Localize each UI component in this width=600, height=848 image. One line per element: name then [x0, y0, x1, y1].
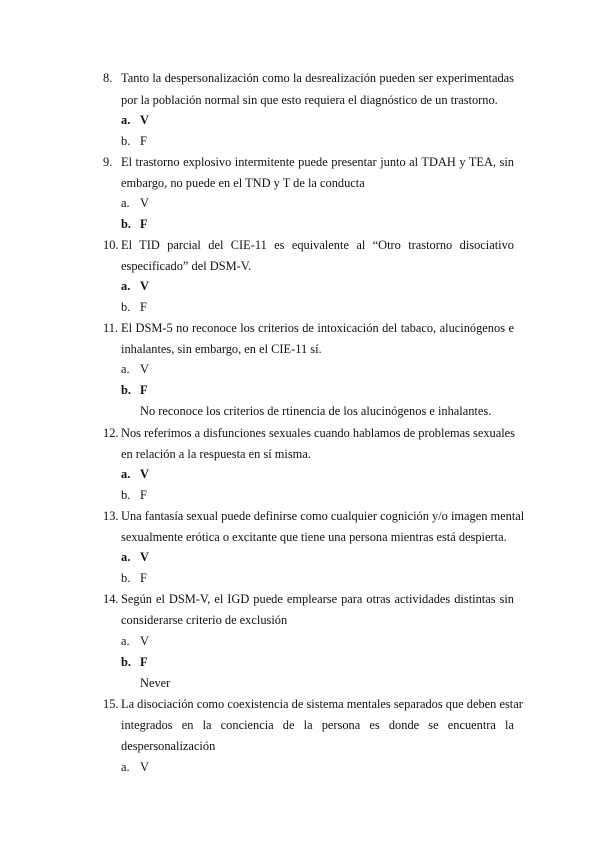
option-value: F	[140, 134, 147, 148]
option-value: F	[140, 655, 148, 669]
option-letter: a.	[121, 279, 131, 293]
option-value: V	[140, 196, 149, 210]
option-letter: b.	[121, 655, 131, 669]
question-text-line: inhalantes, sin embargo, en el CIE-11 sí.	[121, 342, 322, 356]
option-value: V	[140, 113, 149, 127]
question-text-line: en relación a la respuesta en sí misma.	[121, 447, 311, 461]
question-text-line: Tanto la despersonalización como la desrealización pueden ser experimentadas	[121, 71, 514, 85]
question-text-line: embargo, no puede en el TND y T de la conducta	[121, 176, 365, 190]
question-text-line: Nos referimos a disfunciones sexuales cuando hablamos de problemas sexuales	[121, 426, 515, 440]
question-text-line: despersonalización	[121, 739, 216, 753]
question-text-line: El trastorno explosivo intermitente puede presentar junto al TDAH y TEA, sin	[121, 155, 514, 169]
question-number: 15.	[103, 697, 119, 711]
option-letter: b.	[121, 571, 131, 585]
question-text-line: especificado” del DSM-V.	[121, 259, 252, 273]
option-letter: a.	[121, 760, 130, 774]
option-value: V	[140, 467, 149, 481]
option-value: V	[140, 362, 149, 376]
question-number: 13.	[103, 509, 119, 523]
option-letter: a.	[121, 196, 130, 210]
question-number: 14.	[103, 592, 119, 606]
question-text-line: Una fantasía sexual puede definirse como cualquier cognición y/o imagen mental	[121, 509, 525, 523]
option-letter: b.	[121, 383, 131, 397]
option-letter: b.	[121, 488, 131, 502]
option-letter: a.	[121, 550, 131, 564]
option-value: V	[140, 550, 149, 564]
question-number: 12.	[103, 426, 119, 440]
question-text-line: El TID parcial del CIE-11 es equivalente al “Otro trastorno disociativo	[121, 238, 514, 252]
question-text-line: La disociación como coexistencia de sistema mentales separados que deben estar	[121, 697, 523, 711]
option-value: F	[140, 217, 148, 231]
option-letter: a.	[121, 362, 130, 376]
question-text-line: considerarse criterio de exclusión	[121, 613, 288, 627]
option-letter: b.	[121, 217, 131, 231]
option-letter: b.	[121, 134, 131, 148]
question-text-line: por la población normal sin que esto requiera el diagnóstico de un trastorno.	[121, 93, 498, 107]
option-value: F	[140, 300, 147, 314]
question-number: 10.	[103, 238, 119, 252]
question-text-line: Según el DSM-V, el IGD puede emplearse para otras actividades distintas sin	[121, 592, 514, 606]
option-value: F	[140, 488, 147, 502]
question-text-line: El DSM-5 no reconoce los criterios de intoxicación del tabaco, alucinógenos e	[121, 321, 514, 335]
option-value: F	[140, 383, 148, 397]
question-number: 8.	[103, 71, 113, 85]
option-value: V	[140, 634, 149, 648]
question-text-line: integrados en la conciencia de la persona es donde se encuentra la	[121, 718, 514, 732]
option-letter: a.	[121, 634, 130, 648]
question-number: 9.	[103, 155, 113, 169]
option-value: F	[140, 571, 147, 585]
answer-note: No reconoce los criterios de rtinencia de los alucinógenos e inhalantes.	[140, 404, 492, 418]
question-text-line: sexualmente erótica o excitante que tiene una persona mientras está despierta.	[121, 530, 507, 544]
question-number: 11.	[103, 321, 119, 335]
option-value: V	[140, 760, 149, 774]
option-letter: b.	[121, 300, 131, 314]
answer-note: Never	[140, 676, 171, 690]
option-letter: a.	[121, 467, 131, 481]
option-letter: a.	[121, 113, 131, 127]
option-value: V	[140, 279, 149, 293]
